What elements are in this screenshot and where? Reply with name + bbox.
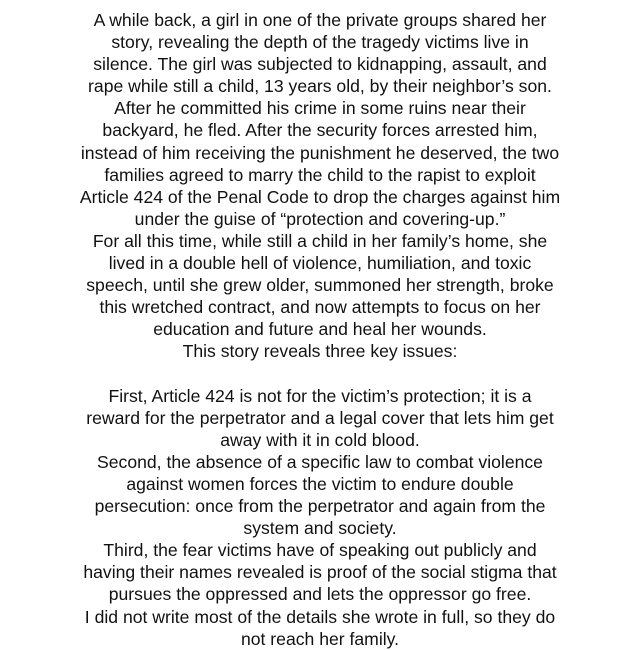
text-line: This story reveals three key issues: xyxy=(182,341,458,362)
text-line: Third, the fear victims have of speaking out publicly and xyxy=(103,540,537,561)
text-line: After he committed his crime in some ruins near their xyxy=(114,98,526,119)
text-line: backyard, he fled. After the security forces arrested him, xyxy=(102,120,538,141)
text-line: against women forces the victim to endure double xyxy=(126,473,514,494)
paragraph-spacer xyxy=(0,363,640,385)
text-line: speech, until she grew older, summoned her strength, broke xyxy=(86,275,554,296)
text-line: system and society. xyxy=(243,518,397,539)
text-line: silence. The girl was subjected to kidnapping, assault, and xyxy=(93,54,547,75)
text-line: this wretched contract, and now attempts to focus on her xyxy=(99,297,541,318)
text-line: For all this time, while still a child in her family’s home, she xyxy=(92,230,548,251)
text-line: under the guise of “protection and covering-up.” xyxy=(134,208,506,229)
text-line: away with it in cold blood. xyxy=(220,429,420,450)
text-line: instead of him receiving the punishment he deserved, the two xyxy=(80,142,560,163)
text-line: reward for the perpetrator and a legal cover that lets him get xyxy=(86,407,554,428)
text-line: story, revealing the depth of the tragedy victims live in xyxy=(111,32,529,53)
text-line: families agreed to marry the child to the rapist to exploit xyxy=(104,164,536,185)
text-line: Second, the absence of a specific law to combat violence xyxy=(97,451,543,472)
text-line: having their names revealed is proof of the social stigma that xyxy=(83,562,557,583)
text-line: I did not write most of the details she wrote in full, so they do xyxy=(84,606,556,627)
text-line: education and future and heal her wounds. xyxy=(153,319,487,340)
text-line: First, Article 424 is not for the victim’s protection; it is a xyxy=(108,385,532,406)
text-line: lived in a double hell of violence, humiliation, and toxic xyxy=(108,253,532,274)
post-text xyxy=(0,9,640,650)
text-line: rape while still a child, 13 years old, by their neighbor’s son. xyxy=(88,76,552,97)
text-line: A while back, a girl in one of the private groups shared her xyxy=(93,10,547,30)
text-line: persecution: once from the perpetrator and again from the xyxy=(94,496,546,517)
text-line: pursues the oppressed and lets the oppressor go free. xyxy=(108,584,532,605)
text-line: Article 424 of the Penal Code to drop the charges against him xyxy=(79,186,561,207)
text-line: not reach her family. xyxy=(240,628,400,649)
